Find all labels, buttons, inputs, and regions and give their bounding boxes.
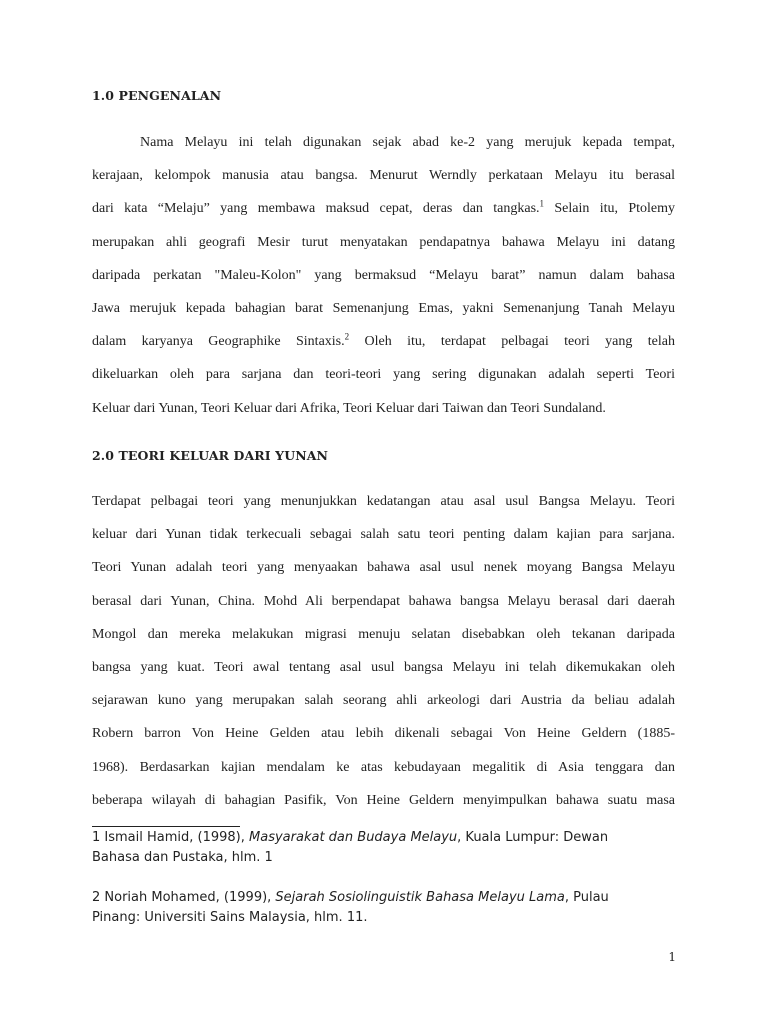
- paragraph-line: Keluar dari Yunan, Teori Keluar dari Afrika, Teori Keluar dari Taiwan dan Teori Sundaland.: [92, 400, 606, 416]
- footnote-book-title: Masyarakat dan Budaya Melayu: [249, 830, 458, 845]
- paragraph-text: dalam karyanya Geographike Sintaxis.: [92, 334, 345, 350]
- paragraph-line: berasal dari Yunan, China. Mohd Ali berpendapat bahawa bangsa Melayu berasal dari daerah: [92, 593, 675, 609]
- page-number: 1: [668, 950, 676, 964]
- paragraph-line: Mongol dan mereka melakukan migrasi menuju selatan disebabkan oleh tekanan daripada: [92, 626, 675, 642]
- paragraph-line: [92, 325, 675, 358]
- paragraph-line: [92, 192, 675, 225]
- paragraph-pengenalan: [92, 126, 675, 425]
- paragraph-text: Selain itu, Ptolemy: [544, 201, 675, 217]
- section-heading-pengenalan: 1.0 PENGENALAN: [92, 88, 222, 103]
- paragraph-line: merupakan ahli geografi Mesir turut menyatakan pendapatnya bahawa Melayu ini datang: [92, 234, 675, 250]
- paragraph-line: bangsa yang kuat. Teori awal tentang asal usul bangsa Melayu ini telah dikemukakan oleh: [92, 660, 675, 676]
- section-heading-teori-yunan: 2.0 TEORI KELUAR DARI YUNAN: [92, 448, 329, 463]
- footnote-2: [92, 888, 692, 928]
- footnote-1: [92, 828, 692, 868]
- paragraph-line: Nama Melayu ini telah digunakan sejak abad ke-2 yang merujuk kepada tempat,: [140, 135, 675, 150]
- footnote-text: , Kuala Lumpur: Dewan: [457, 830, 609, 845]
- paragraph-teori-yunan: [92, 485, 675, 817]
- paragraph-text: dari kata “Melaju” yang membawa maksud cepat, deras dan tangkas.: [92, 201, 540, 217]
- footnote-text: 1 Ismail Hamid, (1998),: [92, 830, 250, 845]
- footnote-separator: [92, 826, 240, 827]
- paragraph-line: keluar dari Yunan tidak terkecuali sebagai salah satu teori penting dalam kajian para sarjana.: [92, 527, 675, 543]
- footnote-book-title: Sejarah Sosiolinguistik Bahasa Melayu Lama: [275, 890, 565, 905]
- footnote-text: , Pulau: [564, 890, 609, 905]
- footnote-text: Bahasa dan Pustaka, hlm. 1: [92, 850, 273, 865]
- paragraph-line: kerajaan, kelompok manusia atau bangsa. Menurut Werndly perkataan Melayu itu berasal: [92, 168, 675, 184]
- paragraph-line: 1968). Berdasarkan kajian mendalam ke atas kebudayaan megalitik di Asia tenggara dan: [92, 759, 675, 775]
- paragraph-line: Robern barron Von Heine Gelden atau lebih dikenali sebagai Von Heine Geldern (1885-: [92, 726, 675, 742]
- footnote-text: 2 Noriah Mohamed, (1999),: [92, 890, 276, 905]
- paragraph-line: daripada perkatan "Maleu-Kolon" yang bermaksud “Melayu barat” namun dalam bahasa: [92, 267, 675, 283]
- paragraph-line: Jawa merujuk kepada bahagian barat Semenanjung Emas, yakni Semenanjung Tanah Melayu: [92, 301, 675, 317]
- footnote-text: Pinang: Universiti Sains Malaysia, hlm. 11.: [92, 910, 368, 925]
- paragraph-line: Teori Yunan adalah teori yang menyaakan bahawa asal usul nenek moyang Bangsa Melayu: [92, 560, 675, 576]
- footnote-ref-2: 2: [344, 331, 350, 342]
- paragraph-text: Oleh itu, terdapat pelbagai teori yang telah: [349, 334, 676, 350]
- paragraph-line: beberapa wilayah di bahagian Pasifik, Von Heine Geldern menyimpulkan bahawa suatu masa: [92, 792, 675, 808]
- paragraph-line: dikeluarkan oleh para sarjana dan teori-teori yang sering digunakan adalah seperti Teori: [92, 367, 675, 383]
- footnote-ref-1: 1: [539, 198, 545, 209]
- paragraph-line: Terdapat pelbagai teori yang menunjukkan kedatangan atau asal usul Bangsa Melayu. Teori: [92, 494, 675, 509]
- paragraph-line: sejarawan kuno yang merupakan salah seorang ahli arkeologi dari Austria da beliau adalah: [92, 693, 675, 709]
